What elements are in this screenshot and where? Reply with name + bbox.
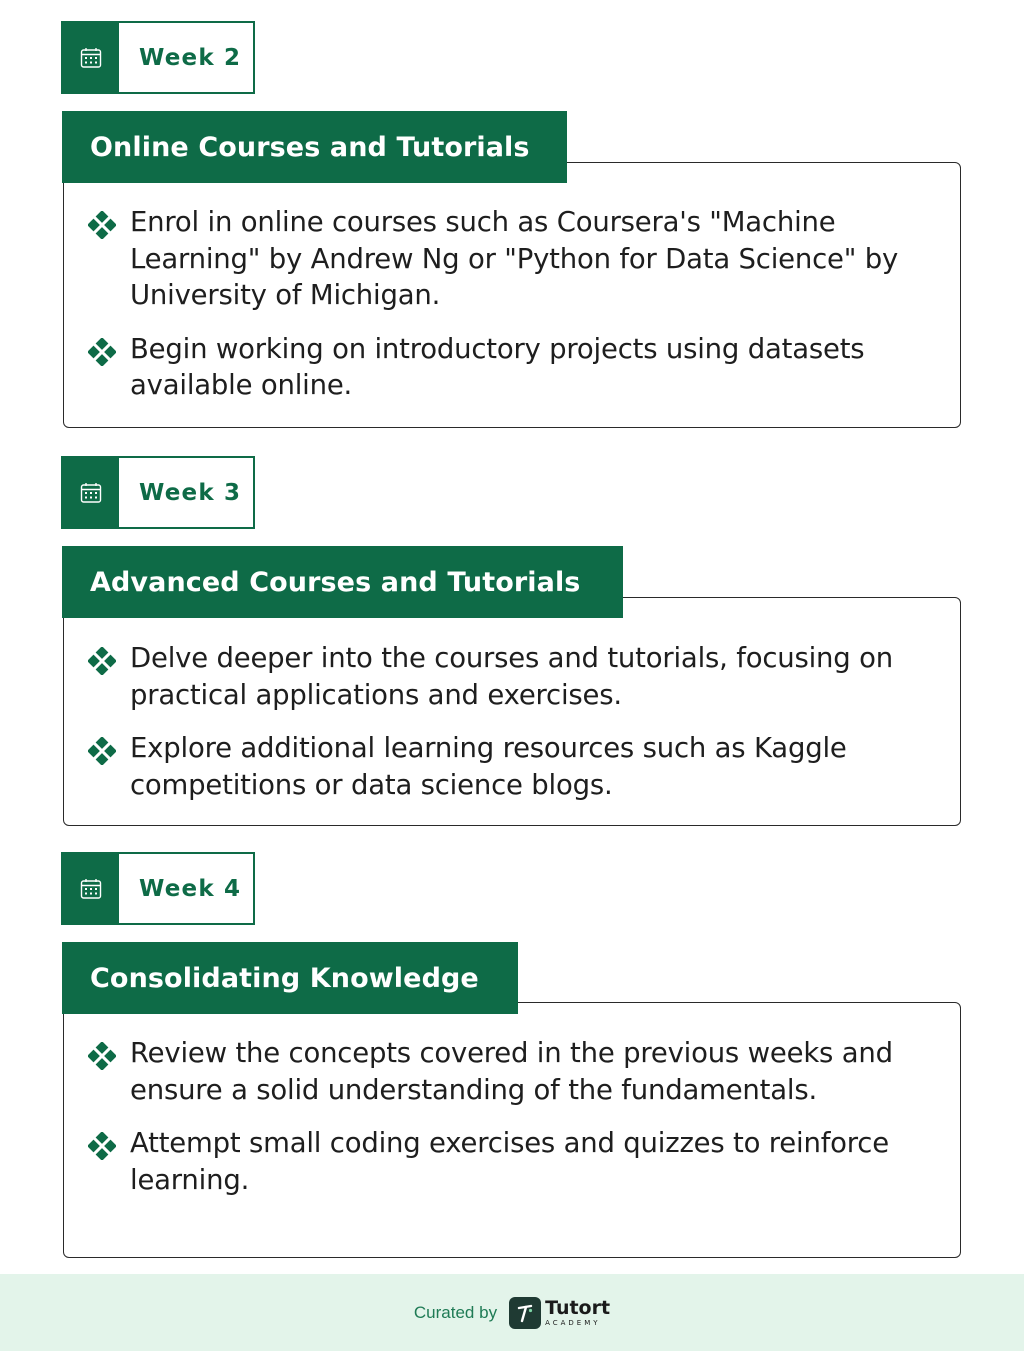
bullet-list <box>88 1035 930 1215</box>
logo-name: Tutort <box>545 1296 611 1319</box>
diamond-bullet-icon <box>88 211 116 239</box>
curated-by-label: Curated by <box>413 1302 498 1322</box>
list-item <box>88 730 930 803</box>
diamond-bullet-icon <box>88 647 116 675</box>
section-card <box>63 162 961 428</box>
section-title: Advanced Courses and Tutorials <box>62 546 623 618</box>
bullet-text: Delve deeper into the courses and tutorials, focusing on practical applications and exercises. <box>130 642 893 711</box>
bullet-text: Enrol in online courses such as Coursera's "Machine Learning" by Andrew Ng or "Python for Data Science" by University of Michigan. <box>130 206 899 311</box>
week-3-section <box>61 456 961 828</box>
week-badge <box>61 456 255 529</box>
diamond-bullet-icon <box>88 1042 116 1070</box>
week-2-section <box>61 21 961 429</box>
week-badge <box>61 21 255 94</box>
list-item <box>88 640 930 713</box>
section-card <box>63 597 961 826</box>
diamond-bullet-icon <box>88 338 116 366</box>
footer <box>0 1274 1024 1351</box>
section-card <box>63 1002 961 1258</box>
bullet-text: Begin working on introductory projects using datasets available online. <box>130 332 865 401</box>
diamond-bullet-icon <box>88 737 116 765</box>
list-item <box>88 204 930 314</box>
logo-subtitle: ACADEMY <box>545 1318 601 1327</box>
week-label: Week 3 <box>139 479 242 506</box>
calendar-icon <box>63 854 119 923</box>
section-title: Online Courses and Tutorials <box>62 111 567 183</box>
list-item <box>88 331 930 404</box>
tutort-logo <box>545 1296 611 1327</box>
list-item <box>88 1035 930 1108</box>
tutort-logo-icon <box>509 1297 541 1329</box>
week-label: Week 4 <box>139 875 242 902</box>
week-label: Week 2 <box>139 44 242 71</box>
calendar-icon <box>63 23 119 92</box>
bullet-list <box>88 640 930 820</box>
bullet-list <box>88 204 930 421</box>
diamond-bullet-icon <box>88 1132 116 1160</box>
week-badge <box>61 852 255 925</box>
list-item <box>88 1125 930 1198</box>
week-4-section <box>61 852 961 1260</box>
bullet-text: Review the concepts covered in the previous weeks and ensure a solid understanding of the fundamentals. <box>130 1037 893 1106</box>
bullet-text: Attempt small coding exercises and quizzes to reinforce learning. <box>130 1127 889 1196</box>
bullet-text: Explore additional learning resources such as Kaggle competitions or data science blogs. <box>130 732 847 801</box>
section-title: Consolidating Knowledge <box>62 942 518 1014</box>
calendar-icon <box>63 458 119 527</box>
